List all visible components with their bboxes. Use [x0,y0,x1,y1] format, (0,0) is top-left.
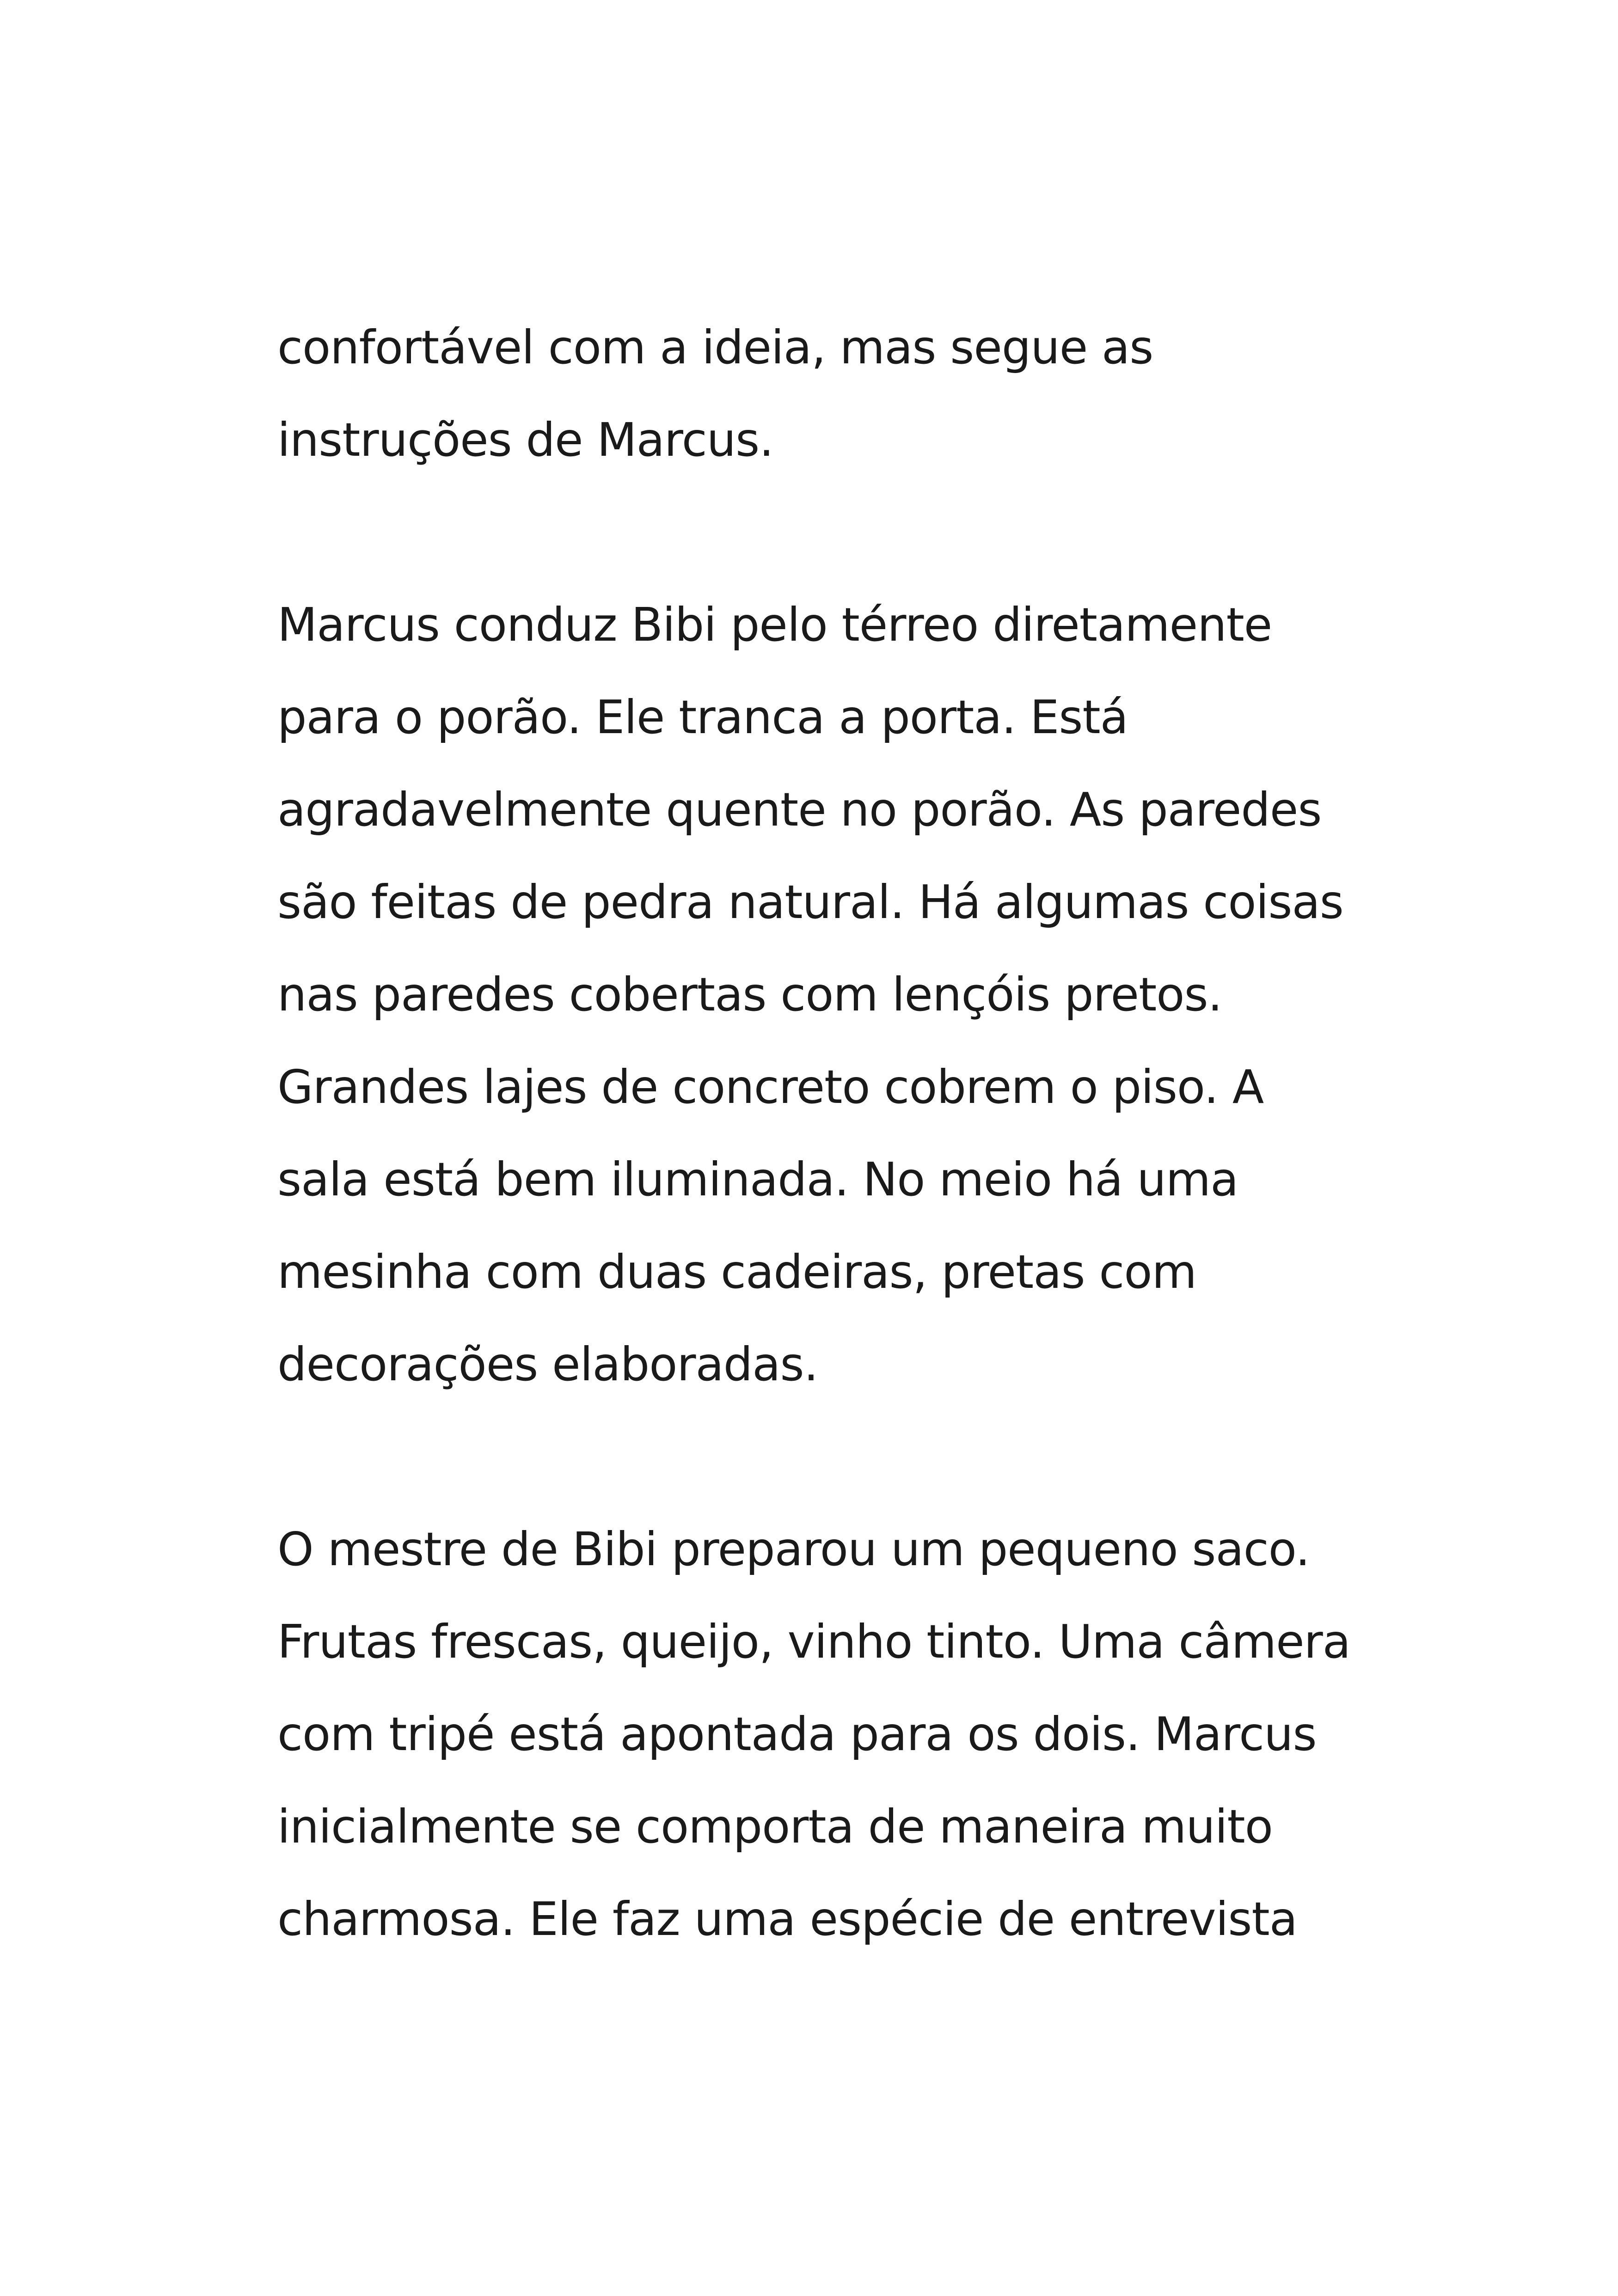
text-line: nas paredes cobertas com lençóis pretos. [277,967,1222,1022]
text-line: são feitas de pedra natural. Há algumas coisas [277,875,1343,929]
text-line: para o porão. Ele tranca a porta. Está [277,690,1128,744]
text-line: Grandes lajes de concreto cobrem o piso. A [277,1060,1264,1114]
text-line: mesinha com duas cadeiras, pretas com [277,1245,1196,1299]
text-line: decorações elaboradas. [277,1337,818,1391]
text-line: Frutas frescas, queijo, vinho tinto. Uma câmera [277,1615,1351,1669]
text-line: com tripé está apontada para os dois. Marcus [277,1707,1317,1761]
paragraph [277,1503,1387,1965]
paragraph [277,579,1387,1411]
text-line: charmosa. Ele faz uma espécie de entrevista [277,1892,1298,1946]
text-line: agradavelmente quente no porão. As paredes [277,783,1322,837]
text-line: O mestre de Bibi preparou um pequeno saco. [277,1522,1310,1576]
text-line: inicialmente se comporta de maneira muito [277,1800,1273,1854]
paragraph [277,301,1387,486]
text-line: confortável com a ideia, mas segue as [277,320,1153,374]
text-line: instruções de Marcus. [277,413,774,467]
text-line: Marcus conduz Bibi pelo térreo diretamente [277,598,1272,652]
text-line: sala está bem iluminada. No meio há uma [277,1152,1238,1206]
